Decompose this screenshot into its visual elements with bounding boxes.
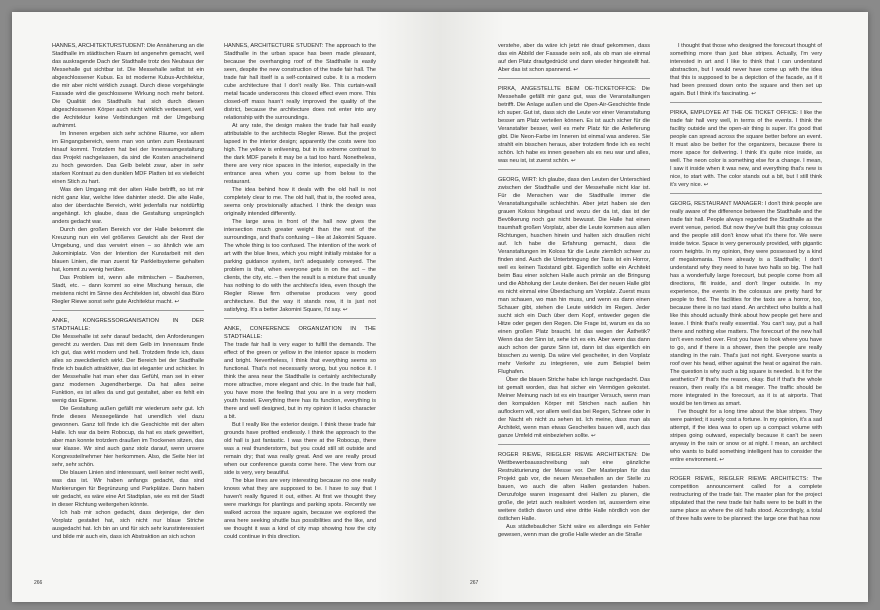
section-heading: ROGER RIEWE, RIEGLER RIEWE ARCHITECTS: — [670, 476, 809, 482]
book-spread — [12, 12, 868, 602]
paragraph: But I really like the exterior design. I think these trade fair grounds have profited endlessly. I think the approach to the old hall is just fantastic. I was there at the Robocup, there was a real thunderstorm, but you could still sit outside and remain dry; that was really great. And we are really proud when our conference guests come here. The view from our side is very, very beautiful. — [224, 422, 376, 476]
paragraph: Durch den großen Bereich vor der Halle bekommt die Kreuzung nun ein viel größeres Gewicht als der Rest der Umgebung, und das verwirrt einen – so ähnlich wie am Jakominiplatz. Von der Intention der Kunstarbeit mit den blauen Linien, die man zuerst für Parkleitsysteme gehalten hat, kommt zu wenig herüber. — [52, 227, 204, 273]
paragraph: Das Problem ist, wenn alle mitmischen – Bauherren, Stadt, etc. – dann kommt so eine Mischung heraus, die meistens nicht im Sinne des Architekten ist, obwohl das Büro Riegler Riewe sonst sehr gute Architektur macht. ↩ — [52, 275, 204, 305]
section-divider — [52, 310, 204, 311]
right-page — [440, 12, 868, 602]
paragraph: Ich hab mir schon gedacht, dass derjenige, der den Vorplatz gestaltet hat, sich nicht nur blaue Striche ausgedacht hat. Ich bin an und für sich sehr kunstinteressiert und bilde mir auch ein, dass ich Abstraktion an sich schon — [52, 510, 204, 540]
section-divider — [498, 169, 650, 170]
section-heading: GEORG, RESTAURANT MANAGER: — [670, 201, 764, 207]
paragraph: Die blauen Linien sind interessant, weil keiner recht weiß, was das ist. Wir haben anfangs gedacht, das sind Markierungen für Begrünzung und Parkplätze. Dann haben wir gedacht, es wäre eine Art Stadtplan, wie es mit der Stadt in dieser Richtung weitergehen könnte. — [52, 470, 204, 508]
left-page — [12, 12, 440, 602]
section-heading: HANNES, ARCHITEKTURSTUDENT: — [52, 43, 146, 49]
paragraph: Die Wettbewerbsausschreibung sah eine gänzliche Restrukturierung der Messe vor. Der Masterplan für das Projekt gab vor, die neuen Messehallen an der Stelle zu bauen, wo auch die alten Hallen gestanden haben. Denzufolge waren insgesamt drei Hallen zu planen, die große, die jetzt auch realisiert worden ist, ausserdem eine weitere östlich davon und eine dritte Halle nördlich von der östlichen Halle. — [498, 452, 650, 522]
paragraph: Ich glaube, dass den Leuten der Unterschied zwischen der Stadthalle und der Messehalle nicht klar ist. Für die Menschen war die Stadthalle immer die Veranstaltungshalle schlechthin. Aber jetzt haben sie den grauen Koloss hingebaut und wozu der da ist, das ist der Bevölkerung noch gar nicht bewusst. Die Halle hat einen traumhaft großen Vorplatz, aber die Leute kommen aus allen Richtungen, huschen hinein und halten sich draußen nicht auf. Ich habe die Erfahrung gemacht, dass die Veranstaltungen im Koloss für die Leute ziemlich schwer zu finden sind. Auch die Unterbringung der Taxis ist ein Horror, weil es keinen Taxistand gibt. Eigentlich sollte ein Architekt beim Bau einer solchen Halle auch primär an die Bringung und die Abholung der Leute denken. Bei der neuen Halle gibt es nicht einmal eine Überdachung am Vorplatz. Zuerst muss man schauen, wo man hin muss, und wenn es dann einen Schauer gibt, stehen die Leute wirklich im Regen. Jeder sucht sich ein Dach über dem Kopf, entweder gegen die Hitze oder gegen den Regen. Die Frage ist, warum es da so einen großen Platz braucht. Ist das wegen der Ästhetik? Wenn das der Sinn ist, sehe ich es ein. Aber wenn das dann auch schon der ganze Sinn ist, dann ist das eigentlich ein bisschen zu wenig. Da wäre viel gescheiter, in den Vorplatz mehr Verkehr zu integrieren, wie zum Beispiel beim Flughafen. — [498, 177, 650, 375]
section-heading: ANKE, KONGRESSORGANISATION IN DER STADTHALLE: — [52, 318, 204, 332]
section-divider — [224, 318, 376, 319]
section-divider — [498, 444, 650, 445]
paragraph: Die Gestaltung außen gefällt mir wiederum sehr gut. Ich finde dieses Messegelände hat unendlich viel dazu gewonnen. Ganz toll finde ich die Geschichte mit der alten Halle. Ich war da beim Robocup, da hat es stark geweittert, aber man konnte trotzdem draußen im Trockenen sitzen, das war klasse. Wir sind auch ganz stolz darauf, wenn unsere Kongressteilnehmer hier herkommen. Also, die Seite hier ist sehr, sehr schön. — [52, 406, 204, 468]
section-heading: ROGER RIEWE, RIEGLER RIEWE ARCHITEKTEN: — [498, 452, 638, 458]
section-divider — [670, 468, 822, 469]
paragraph: The blue lines are very interesting because no one really knows what they are supposed to be. I have to say that I haven't really figured it out, either. At first we thought they were markings for plantings and parking spots. Recently we walked across the square again, because we explored the area here seeking shuttle bus possibilities and the like, and we thought it was a kind of city map showing how the city could continue in this direction. — [224, 478, 376, 540]
paragraph: Die Messehalle ist sehr darauf bedacht, den Anforderungen gerecht zu werden. Das mit dem Gelb im Innenraum finde ich gut, das wirkt modern und hell. Trotzdem finde ich, dass alles so zweckdienlich wirkt. Der Bereich bei der Stadthalle finde ich baulich attraktiver, das ist eleganter und schicker. In der Messehalle hat man eher das Gefühl, man sei in einer ganz modernen Jugendherberge. Da hat alles seine Funktion, es ist alles da und gut gestaltet, aber es fehlt ein wenig das Eigene. — [52, 334, 204, 404]
paragraph: The idea behind how it deals with the old hall is not completely clear to me. The old hall, that is, the roofed area, seems only provisionally attached. I think the design was originally intended differently. — [224, 187, 376, 217]
right-page-english-column — [670, 42, 822, 580]
section-divider — [670, 193, 822, 194]
section-heading: PIRKA, EMPLOYEE AT THE OE TICKET OFFICE: — [670, 110, 799, 116]
paragraph: Was den Umgang mit der alten Halle betrifft, so ist mir nicht ganz klar, welche Idee dahinter steckt. Die alte Halle, also der überdachte Bereich, wirkt jedenfalls nur notdürftig angehängt. Ich glaube, dass die Gestaltung ursprünglich anders gedacht war. — [52, 187, 204, 225]
left-page-english-column — [224, 42, 376, 580]
paragraph: Die Messehalle gefällt mir ganz gut, was die Veranstaltungen betrifft. Die Anlage außen und die Open-Air-Geschichte finde ich super. Gut ist, dass sich die Leute vor einer Veranstaltung besser am Platz verteilen können. Es ist auch sicher für die Veranstalter besser, weil es mehr Platz für die Anlieferung gibt. Die Neon-Farbe im Inneren ist einmal was anderes. Sie strahlt ein bisschen heraus, aber trotzdem finde ich es recht schön. Ich habe es innen gesehen als es neu war und alles, was neu ist, ist zuerst schön. ↩ — [498, 86, 650, 164]
page-number: 266 — [34, 580, 43, 586]
section-heading: HANNES, ARCHITECTURE STUDENT: — [224, 43, 324, 49]
section-divider — [498, 78, 650, 79]
paragraph: The approach to the Stadthalle in the urban space has been made pleasant, because the overhanging roof of the Stadthalle is easily seen, despite the new construction of the trade fair hall. The trade fair hall itself is a self-contained cube. It is a modern cube architecture that I don't really like. This curtain-wall metal facade underscores this closed effect even more. This closed-off mass hasn't really improved the quality of the district, because the architecture does not enter into any relationship with the surroundings. — [224, 43, 376, 121]
paragraph: Im Inneren ergeben sich sehr schöne Räume, vor allem im Eingangsbereich, wenn man von unten zum Restaurant hinauf kommt. Trotzdem hat bei der Innenraumgestaltung das Projekt nachgelassen, da sind die Kosten anscheinend zu hoch geworden. Das Gelb belebt zwar, aber in sehr starken Kontrast zu den dunklen MDF Platten ist es vielleicht einen Stich zu hart. — [52, 131, 204, 185]
right-page-german-column — [498, 42, 650, 580]
paragraph: At any rate, the design makes the trade fair hall easily attributable to the architects Riegler Riewe. But the project lapsed in the interior design; apparently the costs were too high. The yellow is enlivening, but in its extreme contrast to the dark MDF panels it may be a tad too hard. Nonetheless, there are very nice spaces in the interior, especially in the entrance area when you come up from below to the restaurant. — [224, 123, 376, 185]
section-heading: ANKE, CONFERENCE ORGANIZATION IN THE STADTHALLE: — [224, 326, 376, 340]
paragraph: The competition announcement called for a complete restructuring of the trade fair. The master plan for the project stipulated that the new trade fair halls were to be built in the same place as where the old halls stood. Accordingly, a total of three halls were to be planned: the large one that has now — [670, 476, 822, 522]
section-divider — [670, 102, 822, 103]
left-page-german-column — [52, 42, 204, 580]
paragraph: Aus städtebaulicher Sicht wäre es allerdings ein Fehler gewesen, wenn man die große Halle wieder an die Straße — [498, 524, 650, 538]
paragraph: The large area in front of the hall now gives the intersection much greater weight than the rest of the surroundings, and that's confusing – like at Jakomini Square. The whole thing is too confused. The intention of the work of art with the blue lines, which you might initially mistake for a parking guidance system, isn't adequately conveyed. The problem is that, when everyone gets in on the act – the clients, the city, etc. – then the result is a mixture that usually has nothing to do with the architect's idea, even though the Riegler Riewe firm otherwise produces very good architecture. But the way it stands now, it is just not satisfying. It's a better Jakomini Square, I'd say. ↩ — [224, 219, 376, 313]
paragraph: verstehe, aber da wäre ich jetzt nie drauf gekommen, dass das ein Abbild der Fassade sein soll, als ob man sie einmal auf den Platz draufgedrückt und dann wieder hingestellt hat. Aber das ist schon spannend. ↩ — [498, 43, 650, 73]
paragraph: Die Annäherung an die Stadthalle im städtischen Raum ist angenehm gemacht, weil das auskragende Dach der Stadthalle trotz des Neubaus der Messehalle gut sichtbar ist. Die Messehalle selbst ist ein abgeschlossener Kubus. Es ist moderne Kubus-Architektur, die mir aber nicht wirklich zusagt. Durch diese vorgehängte Fassade wird die geschlossene Wirkung noch mehr betont. Die Qualität des Stadthalls hat sich durch diesen abgeschlossenen Körper auch nicht wirklich verbessert, weil die Architektur keine Verbindungen mit der Umgebung aufnimmt. — [52, 43, 204, 129]
paragraph: I thought that those who designed the forecourt thought of something more than just blue stripes. Actually, I'm very interested in art and I like to think that I can understand abstraction, but I would never have come up with the idea that this is supposed to be a depiction of the facade, as if it had been pressed down onto the square and then set up again. But I think it's fascinating. ↩ — [670, 43, 822, 97]
section-heading: PIRKA, ANGESTELLTE BEIM OE-TICKETOFFICE: — [498, 86, 637, 92]
paragraph: The trade fair hall is very eager to fulfill the demands. The effect of the green or yellow in the interior space is modern and bright. Nevertheless, I think that everything seems so functional. That's not necessarily wrong, but you notice it. I think the area near the Stadthalle is certainly architecturally more attractive, more elegant and chic. In the trade fair hall, you have more the feeling that you are in a very modern youth hostel. Everything there has its function, everything is there and well designed, but in my opinion it lacks character a bit. — [224, 342, 376, 420]
paragraph: I like the trade fair hall very well, in terms of the events. I think the facility outside and the open-air thing is super. It's good that people can spread across the square better before an event. It must also be better for the organizers, because there is more space for delivering. I think it's quite nice inside, as well. The neon color is something else for a change. I mean, I saw it inside when it was new, and everything that's new is nice, to start with. The color stands out a bit, but I still think it's very nice. ↩ — [670, 110, 822, 188]
paragraph: Über die blauen Striche habe ich lange nachgedacht. Das ist gemalt worden, das hat sicher ein Vermögen gekostet. Meiner Meinung nach ist es ein trauriger Versuch, wenn man den kompakten Körper mit Strichen nach außen hin auflockern will, vor allem weil das bei Regen, Schnee oder in der Nacht eh nicht zu sehen ist. Ich meine, dass man als Architekt, wenn man etwas Gescheites bauen will, auch das ganze Umfeld mit einbeziehen sollte. ↩ — [498, 377, 650, 439]
paragraph: I don't think people are really aware of the difference between the Stadthalle and the trade fair hall. People always regarded the Stadthalle as the event venue, period. But now they've built this gray colossus and the people still don't know what it's there for. We were inside twice. Space is very generously provided, with gigantic room heights. In my opinion, they were possessed by a kind of megalomania. There already is a Stadthalle; I don't understand why they need to have two halls so big. The hall has a wonderfully large forecourt, but people come from all directions, flit inside, and don't linger outside. In my experience, the events in the colossus are pretty hard for people to find. The facilities for the taxis are a horror, too, because there is no taxi stand. An architect who builds a hall like this should actually think about how people get here and leave. I think that's really essential. You can't say, put a hall there and nothing else matters. The forecourt of the new hall isn't even roofed over. First you have to look where you have to go, and if there is a shower, then the people are really standing in the rain. That's just not right. Everyone wants a roof over his head, either against the heat or against the rain. The question is why such a big square is needed. Is it for the aesthetics? If that's the reason, okay. But if that's the whole reason, then really it's a bit meager. The traffic should be more integrated in the forecourt, as it is at airports. That would be ten times as smart. — [670, 201, 822, 407]
section-heading: GEORG, WIRT: — [498, 177, 538, 183]
page-number: 267 — [470, 580, 479, 586]
paragraph: I've thought for a long time about the blue stripes. They were painted; it surely cost a fortune. In my opinion, it's a sad attempt, if the idea was to open up a compact volume with stripes going outward, especially because it can't be seen anyway in the rain or snow or at night. I mean, an architect who wants to build something intelligent has to consider the entire environment. ↩ — [670, 409, 822, 463]
